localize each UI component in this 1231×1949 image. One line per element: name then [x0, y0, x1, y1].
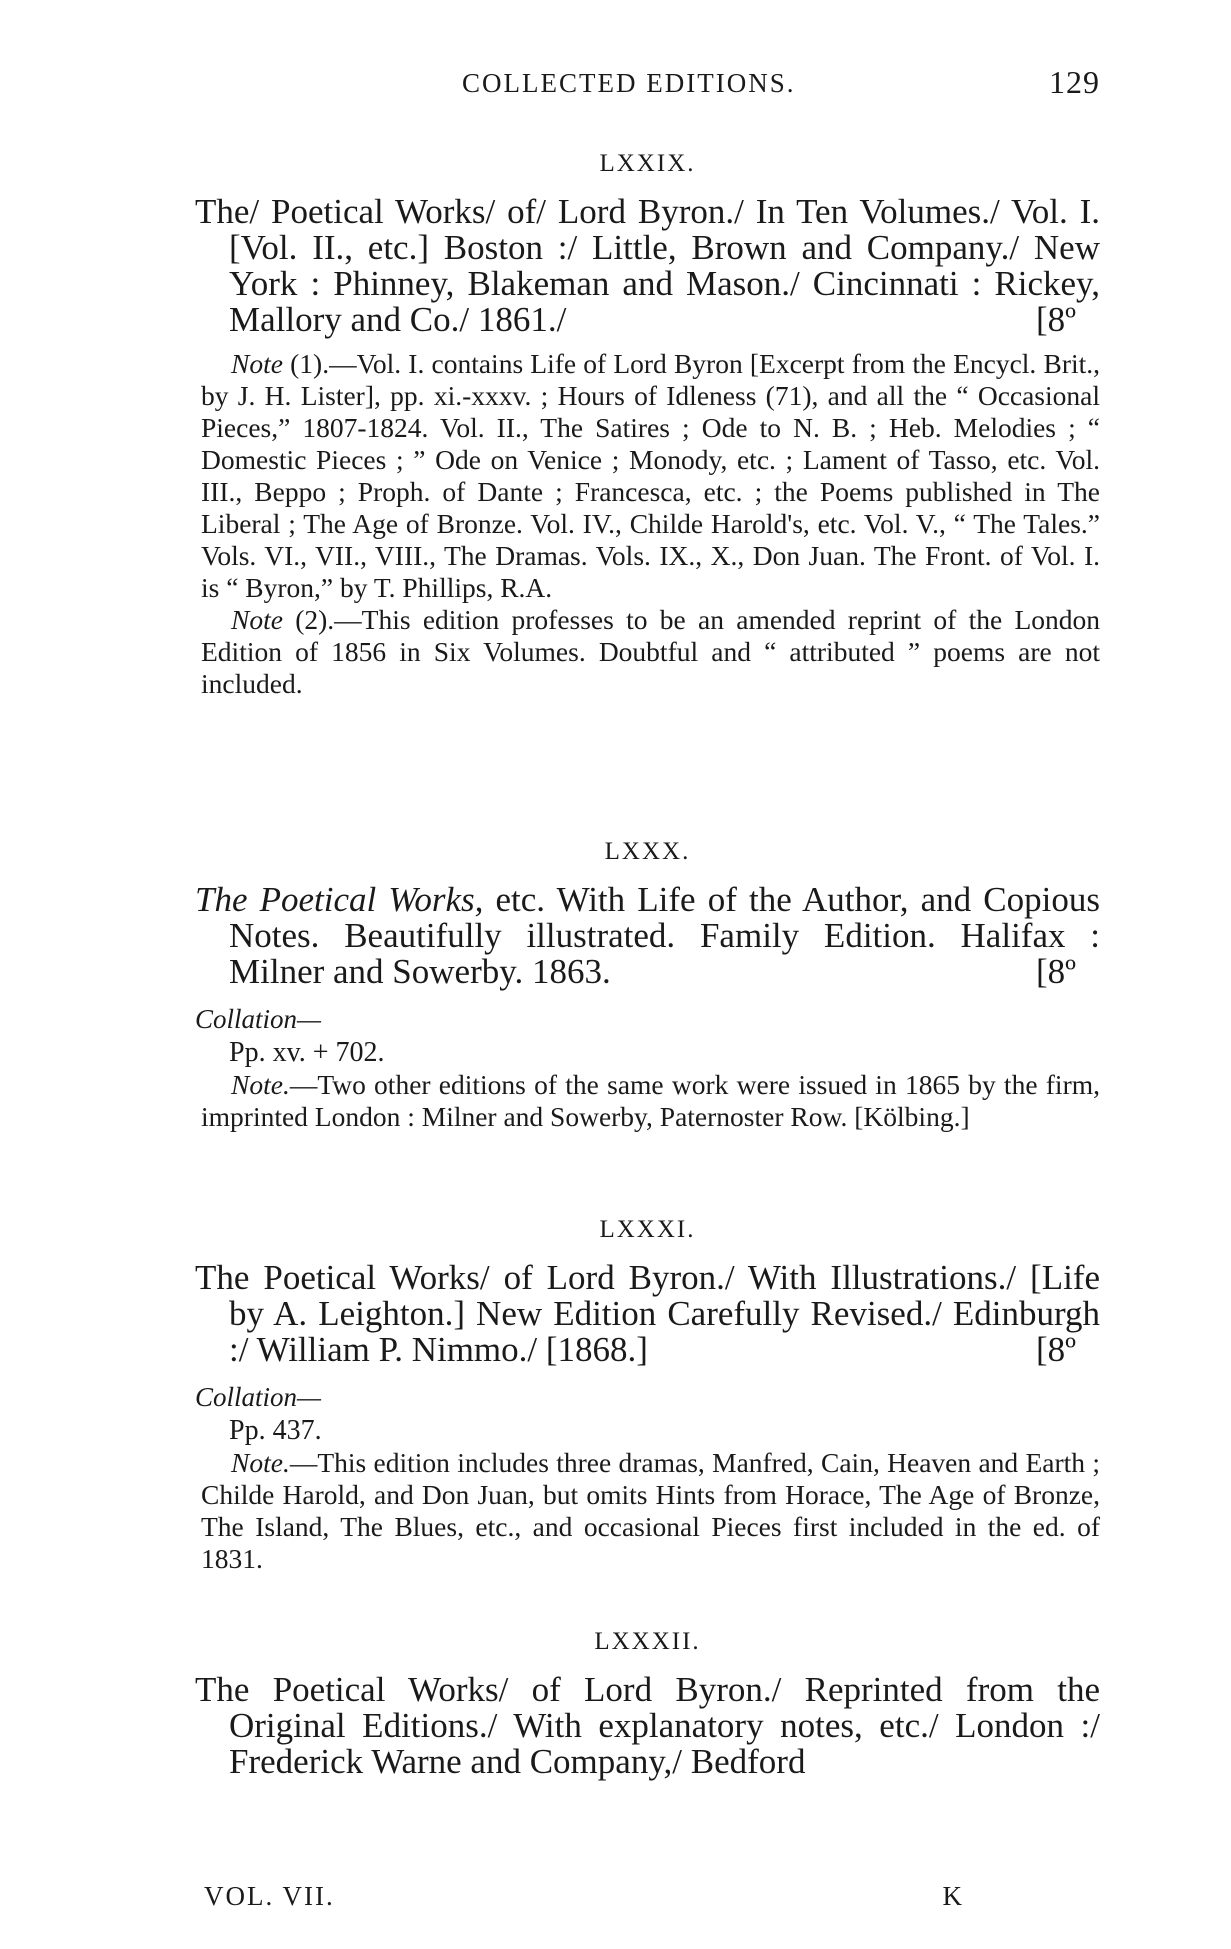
volume-mark: VOL. VII.	[204, 1881, 335, 1911]
entry-title: The Poetical Works/ of Lord Byron./ With Illustrations./ [Life by A. Leighton.] New Edition Carefully Revised./ Edinburgh :/ William P. Nimmo./ [1868.] [8º	[195, 1258, 1100, 1369]
entry-note: Note (1).—Vol. I. contains Life of Lord Byron [Excerpt from the Encycl. Brit., by J. H. Lister], pp. xi.-xxxv. ; Hours of Idleness (71), and all the “ Occasional Pieces,” 1807-1824. Vol. II., The Satires ; Ode to N. B. ; Heb. Melodies ; “ Domestic Pieces ; ” Ode on Venice ; Monody, etc. ; Lament of Tasso, etc. Vol. III., Beppo ; Proph. of Dante ; Francesca, etc. ; the Poems published in The Liberal ; The Age of Bronze. Vol. IV., Childe Harold's, etc. Vol. V., “ The Tales.” Vols. VI., VII., VIII., The Dramas. Vols. IX., X., Don Juan. The Front. of Vol. I. is “ Byron,” by T. Phillips, R.A.	[201, 348, 1101, 603]
format-mark: [8º	[1035, 1330, 1076, 1369]
format-mark: [8º	[1035, 300, 1076, 339]
entry-title: The Poetical Works, etc. With Life of the Author, and Copious Notes. Beautifully illustrated. Family Edition. Halifax : Milner and Sowerby. 1863. [8º	[195, 880, 1100, 991]
entry-lxxxi	[195, 1216, 1100, 1575]
entry-numeral: LXXXI.	[599, 1216, 696, 1243]
collation-value: Pp. xv. + 702.	[229, 1037, 385, 1068]
page-footer	[204, 1881, 964, 1921]
note-label: Note	[231, 348, 283, 379]
entry-note: Note.—This edition includes three dramas, Manfred, Cain, Heaven and Earth ; Childe Harold, and Don Juan, but omits Hints from Horace, The Age of Bronze, The Island, The Blues, etc., and occasional Pieces first included in the ed. of 1831.	[201, 1447, 1100, 1574]
running-title: COLLECTED EDITIONS.	[462, 68, 796, 98]
entry-note: Note.—Two other editions of the same work were issued in 1865 by the firm, imprinted London : Milner and Sowerby, Paternoster Row. [Kölbing.]	[201, 1069, 1100, 1132]
collation-label: Collation—	[195, 1004, 322, 1034]
entry-lxxx	[195, 838, 1100, 1133]
running-head	[200, 62, 1100, 102]
entry-title: The Poetical Works/ of Lord Byron./ Reprinted from the Original Editions./ With explanatory notes, etc./ London :/ Frederick Warne and Company,/ Bedford	[195, 1670, 1100, 1781]
note-label: Note.	[231, 1447, 290, 1478]
collation-value: Pp. 437.	[229, 1415, 322, 1446]
entry-note: Note (2).—This edition professes to be an amended reprint of the London Edition of 1856 in Six Volumes. Doubtful and “ attributed ” poems are not included.	[201, 604, 1100, 699]
entry-lxxxii	[195, 1628, 1100, 1780]
format-mark: [8º	[1035, 952, 1076, 991]
note-label: Note	[231, 604, 283, 635]
entry-title: The/ Poetical Works/ of/ Lord Byron./ In Ten Volumes./ Vol. I. [Vol. II., etc.] Boston :/ Little, Brown and Company./ New York : Phinney, Blakeman and Mason./ Cincinnati : Rickey, Mallory and Co./ 1861./ [8º	[195, 192, 1100, 339]
entry-numeral: LXXXII.	[594, 1628, 701, 1655]
entry-numeral: LXXIX.	[599, 150, 696, 177]
note-label: Note.	[231, 1069, 290, 1100]
entry-lxxix	[195, 150, 1100, 700]
collation-label: Collation—	[195, 1382, 322, 1412]
page-number: 129	[1049, 64, 1100, 100]
entry-numeral: LXXX.	[604, 838, 691, 865]
signature-mark: K	[942, 1881, 964, 1911]
